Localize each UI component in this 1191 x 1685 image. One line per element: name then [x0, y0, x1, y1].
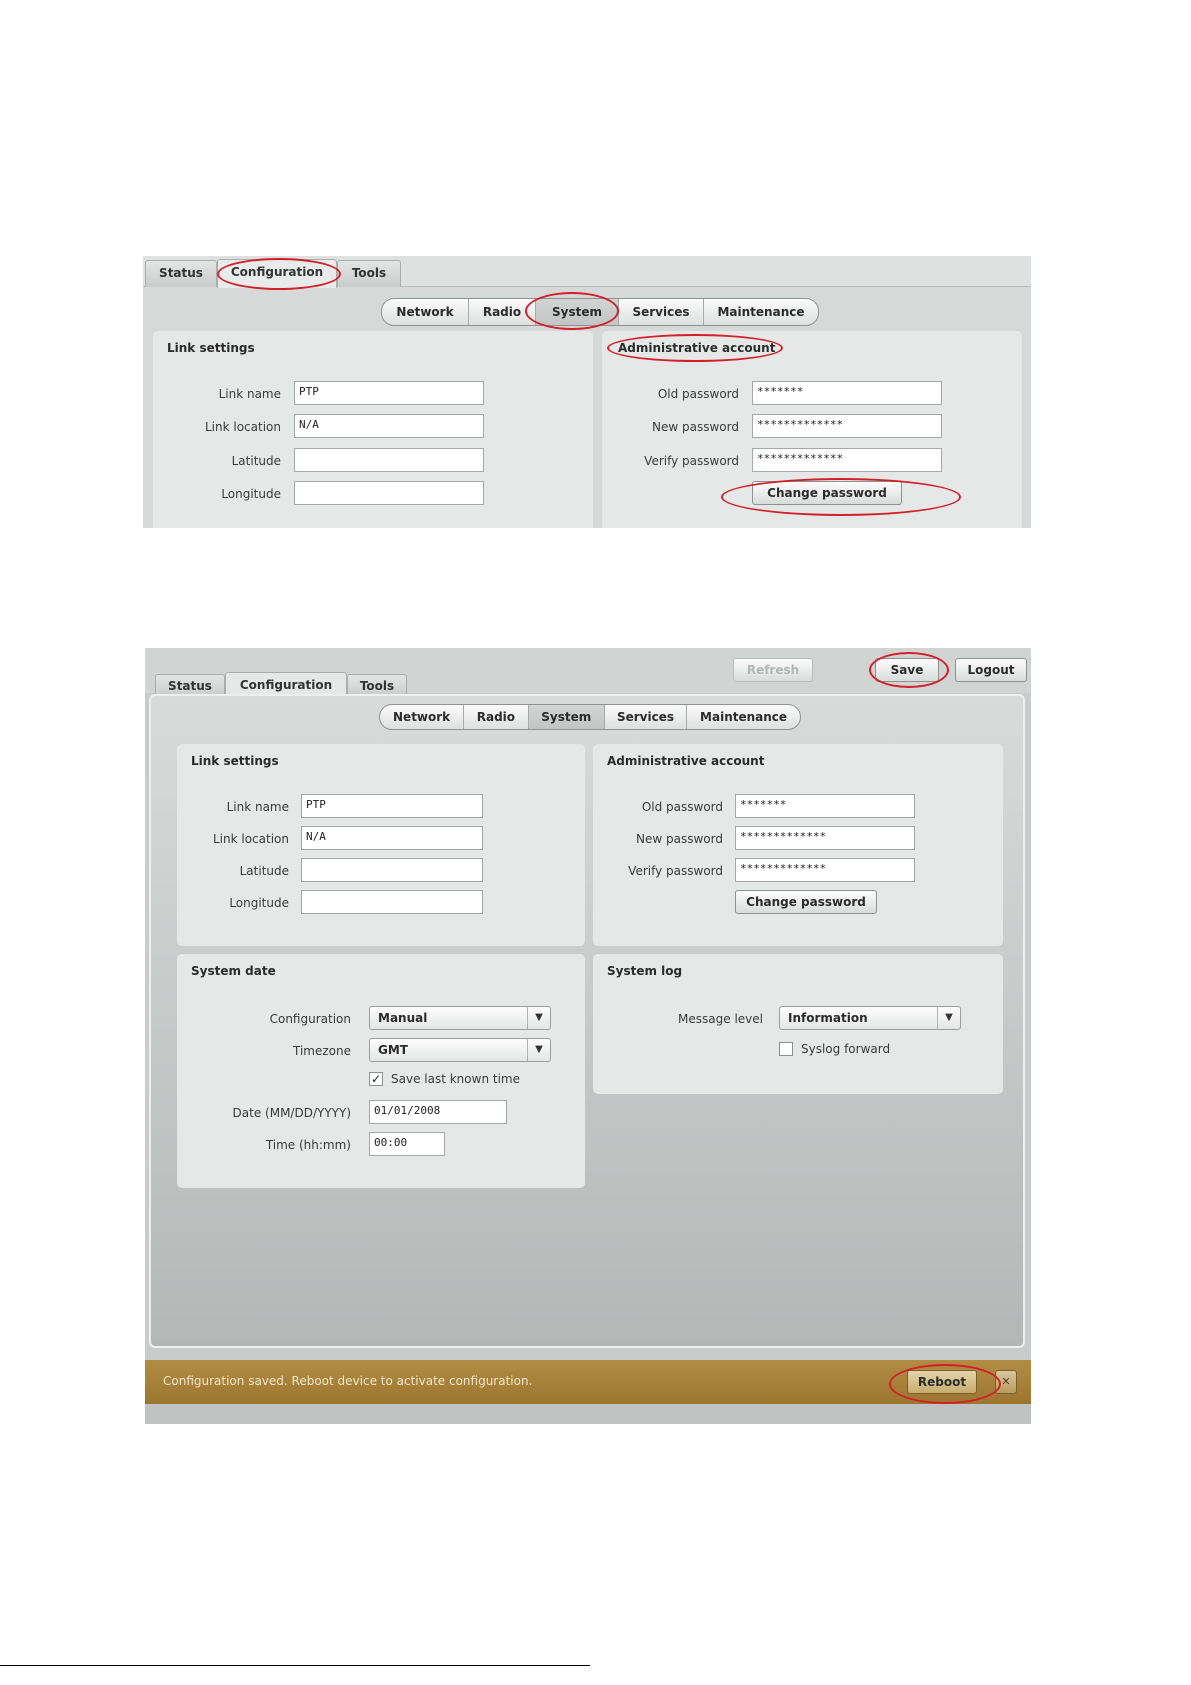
- link-location-label: Link location: [204, 420, 281, 434]
- panel-title: Administrative account: [607, 754, 765, 768]
- tab-status[interactable]: Status: [145, 260, 217, 287]
- latitude-input[interactable]: [294, 448, 484, 472]
- chevron-down-icon: ▼: [527, 1007, 550, 1029]
- link-name-input[interactable]: PTP: [294, 381, 484, 405]
- latitude-input[interactable]: [301, 858, 483, 882]
- annotation-system-tab: [525, 292, 619, 330]
- annotation-configuration-tab: [217, 258, 341, 290]
- save-button[interactable]: Save: [875, 658, 939, 682]
- link-settings-panel: [177, 744, 585, 946]
- chevron-down-icon: ▼: [937, 1007, 960, 1029]
- verify-password-label: Verify password: [644, 454, 739, 468]
- message-level-value: Information: [788, 1011, 868, 1025]
- subtab-network[interactable]: Network: [380, 705, 464, 729]
- tab-configuration[interactable]: Configuration: [217, 259, 337, 288]
- chevron-down-icon: ▼: [527, 1039, 550, 1061]
- bottom-strip: [145, 1404, 1031, 1424]
- tab-tools[interactable]: Tools: [347, 674, 407, 697]
- subtab-maintenance[interactable]: Maintenance: [717, 305, 805, 319]
- sub-nav: [379, 704, 801, 730]
- save-last-known-time-label: Save last known time: [391, 1072, 520, 1086]
- change-password-button[interactable]: Change password: [752, 481, 902, 505]
- panel-title: Link settings: [167, 341, 255, 355]
- longitude-input[interactable]: [301, 890, 483, 914]
- link-settings-panel: [153, 331, 593, 528]
- subtab-system[interactable]: System: [536, 299, 619, 325]
- old-password-input[interactable]: *******: [752, 381, 942, 405]
- date-input[interactable]: 01/01/2008: [369, 1100, 507, 1124]
- panel-title: System date: [191, 964, 276, 978]
- new-password-input[interactable]: *************: [752, 414, 942, 438]
- new-password-label: New password: [636, 832, 723, 846]
- message-level-label: Message level: [678, 1012, 763, 1026]
- syslog-forward-checkbox[interactable]: [779, 1042, 793, 1056]
- panel-title: Link settings: [191, 754, 279, 768]
- subtab-services[interactable]: Services: [619, 299, 704, 325]
- date-label: Date (MM/DD/YYYY): [232, 1106, 351, 1120]
- tab-status[interactable]: Status: [155, 674, 225, 697]
- verify-password-label: Verify password: [628, 864, 723, 878]
- verify-password-input[interactable]: *************: [735, 858, 915, 882]
- longitude-label: Longitude: [229, 896, 289, 910]
- save-last-known-time-checkbox[interactable]: ✓: [370, 1072, 382, 1086]
- timezone-value: GMT: [378, 1043, 408, 1057]
- message-level-select[interactable]: [779, 1006, 961, 1030]
- latitude-label: Latitude: [239, 864, 289, 878]
- old-password-input[interactable]: *******: [735, 794, 915, 818]
- annotation-change-password: [721, 478, 961, 516]
- tab-configuration[interactable]: Configuration: [225, 672, 347, 697]
- system-log-panel: [593, 954, 1003, 1094]
- reboot-button[interactable]: Reboot: [907, 1370, 977, 1394]
- configuration-value: Manual: [378, 1011, 428, 1025]
- status-message: Configuration saved. Reboot device to activate configuration.: [163, 1374, 533, 1388]
- configuration-select[interactable]: [369, 1006, 551, 1030]
- tab-tools[interactable]: Tools: [337, 260, 401, 287]
- subtab-network[interactable]: Network: [382, 299, 469, 325]
- screenshot-system-top: [143, 256, 1031, 528]
- link-location-label: Link location: [212, 832, 289, 846]
- admin-account-panel: [593, 744, 1003, 946]
- syslog-forward-label: Syslog forward: [801, 1042, 891, 1056]
- annotation-admin-title: [607, 334, 783, 362]
- subtab-radio[interactable]: Radio: [469, 299, 536, 325]
- change-password-button[interactable]: Change password: [735, 890, 877, 914]
- subtab-services[interactable]: Services: [605, 705, 687, 729]
- subtab-radio[interactable]: Radio: [464, 705, 528, 729]
- link-name-input[interactable]: PTP: [301, 794, 483, 818]
- refresh-button[interactable]: Refresh: [733, 658, 813, 682]
- annotation-reboot-button: [889, 1364, 1001, 1404]
- subtab-system[interactable]: System: [529, 705, 605, 729]
- panel-title: System log: [607, 964, 683, 978]
- link-location-input[interactable]: N/A: [294, 414, 484, 438]
- time-input[interactable]: 00:00: [369, 1132, 445, 1156]
- longitude-input[interactable]: [294, 481, 484, 505]
- new-password-label: New password: [652, 420, 739, 434]
- new-password-input[interactable]: *************: [735, 826, 915, 850]
- logout-button[interactable]: Logout: [955, 658, 1027, 682]
- timezone-select[interactable]: [369, 1038, 551, 1062]
- subtab-maintenance[interactable]: Maintenance: [700, 710, 788, 724]
- close-icon[interactable]: ✕: [995, 1370, 1017, 1394]
- longitude-label: Longitude: [221, 487, 281, 501]
- timezone-label: Timezone: [293, 1044, 351, 1058]
- screenshot-system-full: [145, 648, 1031, 1424]
- link-name-label: Link name: [226, 800, 289, 814]
- annotation-save-button: [869, 652, 949, 688]
- panel-title: Administrative account: [618, 341, 776, 355]
- configuration-label: Configuration: [269, 1012, 351, 1026]
- link-location-input[interactable]: N/A: [301, 826, 483, 850]
- old-password-label: Old password: [657, 387, 739, 401]
- footer-divider: [0, 1665, 590, 1666]
- old-password-label: Old password: [641, 800, 723, 814]
- verify-password-input[interactable]: *************: [752, 448, 942, 472]
- system-date-panel: [177, 954, 585, 1188]
- latitude-label: Latitude: [231, 454, 281, 468]
- time-label: Time (hh:mm): [265, 1138, 351, 1152]
- link-name-label: Link name: [218, 387, 281, 401]
